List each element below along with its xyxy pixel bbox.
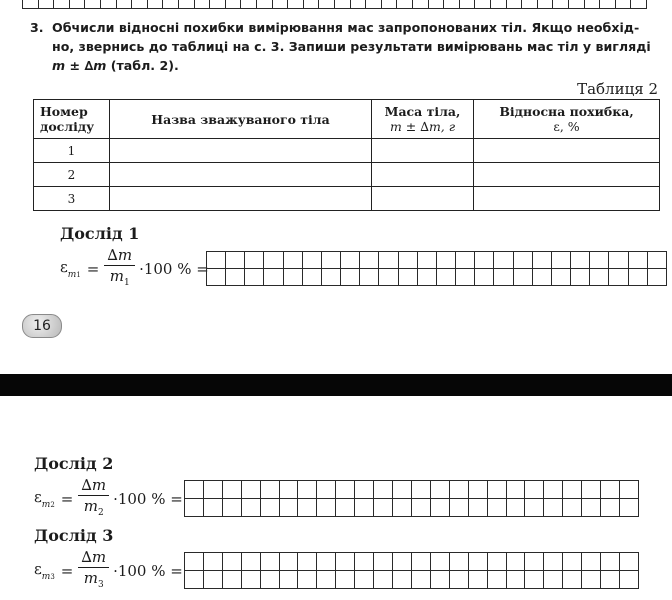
grid-cell: [226, 269, 245, 286]
grid-cell: [148, 0, 164, 9]
page-divider: [0, 374, 672, 396]
grid-cell: [522, 0, 538, 9]
grid-cell: [382, 0, 398, 9]
experiment-1-formula: $\varepsilon_{m1}$ = $\frac{\Delta m}{m_1}$ ·100 % =: [60, 246, 209, 292]
grid-cell: [620, 553, 639, 571]
grid-cell: [600, 0, 616, 9]
cell-mass[interactable]: [372, 139, 474, 163]
grid-cell: [488, 553, 507, 571]
header-name: Назва зважуваного тіла: [110, 100, 372, 139]
grid-cell: [494, 252, 513, 269]
answer-grid-2[interactable]: [184, 480, 639, 517]
grid-cell: [525, 499, 544, 517]
grid-cell: [450, 553, 469, 571]
grid-cell: [488, 571, 507, 589]
row-number: 1: [34, 139, 110, 163]
grid-cell: [469, 571, 488, 589]
grid-cell: [590, 269, 609, 286]
grid-cell: [450, 481, 469, 499]
grid-cell: [418, 269, 437, 286]
cell-mass[interactable]: [372, 187, 474, 211]
grid-cell: [413, 0, 429, 9]
grid-cell: [431, 499, 450, 517]
grid-cell: [418, 252, 437, 269]
epsilon-symbol: $\varepsilon_{m1}$: [60, 258, 81, 280]
table-caption: Таблиця 2: [577, 80, 658, 98]
grid-cell: [355, 481, 374, 499]
grid-cell: [616, 0, 632, 9]
grid-cell: [223, 499, 242, 517]
grid-cell: [204, 553, 223, 571]
grid-cell: [303, 269, 322, 286]
answer-grid-3[interactable]: [184, 552, 639, 589]
grid-cell: [163, 0, 179, 9]
grid-cell: [648, 252, 667, 269]
grid-cell: [601, 481, 620, 499]
grid-cell: [257, 0, 273, 9]
grid-cell: [507, 571, 526, 589]
grid-cell: [54, 0, 70, 9]
grid-cell: [469, 481, 488, 499]
grid-cell: [341, 252, 360, 269]
grid-cell: [261, 571, 280, 589]
fraction: $\frac{\Delta m}{m_1}$: [104, 246, 135, 292]
grid-cell: [431, 481, 450, 499]
grid-cell: [360, 252, 379, 269]
grid-cell: [261, 481, 280, 499]
grid-cell: [379, 269, 398, 286]
cell-mass[interactable]: [372, 163, 474, 187]
grid-cell: [210, 0, 226, 9]
cell-error[interactable]: [474, 139, 660, 163]
task-number: 3.: [30, 20, 44, 35]
grid-cell: [609, 269, 628, 286]
grid-cell: [341, 269, 360, 286]
grid-cell: [507, 499, 526, 517]
grid-cell: [571, 252, 590, 269]
grid-cell: [223, 481, 242, 499]
grid-cell: [298, 499, 317, 517]
grid-cell: [494, 269, 513, 286]
grid-cell: [393, 499, 412, 517]
answer-grid-1[interactable]: [206, 251, 667, 286]
grid-cell: [245, 252, 264, 269]
task-text: [52, 18, 660, 75]
grid-cell: [582, 499, 601, 517]
grid-cell: [514, 252, 533, 269]
grid-cell: [533, 269, 552, 286]
grid-cell: [264, 252, 283, 269]
grid-cell: [412, 481, 431, 499]
grid-cell: [204, 499, 223, 517]
percent-text: ·100 % =: [113, 490, 183, 508]
grid-cell: [280, 499, 299, 517]
grid-cell: [185, 499, 204, 517]
grid-cell: [280, 481, 299, 499]
grid-cell: [223, 553, 242, 571]
grid-cell: [514, 269, 533, 286]
experiment-3-title: Дослід 3: [34, 526, 114, 545]
grid-cell: [412, 553, 431, 571]
results-table: [33, 99, 660, 211]
fraction: $\frac{\Delta m}{m_3}$: [78, 548, 109, 594]
cell-name[interactable]: [110, 187, 372, 211]
task-text-2: (табл. 2).: [106, 58, 179, 73]
grid-cell: [185, 553, 204, 571]
experiment-2-formula: $\varepsilon_{m2}$ = $\frac{\Delta m}{m_2}$ ·100 % =: [34, 476, 183, 522]
grid-cell: [620, 571, 639, 589]
grid-cell: [620, 481, 639, 499]
grid-cell: [431, 553, 450, 571]
grid-cell: [507, 553, 526, 571]
header-error: [474, 100, 660, 139]
grid-cell: [538, 0, 554, 9]
grid-cell: [460, 0, 476, 9]
grid-cell: [563, 553, 582, 571]
grid-cell: [317, 553, 336, 571]
grid-cell: [298, 571, 317, 589]
grid-cell: [207, 252, 226, 269]
grid-cell: [101, 0, 117, 9]
grid-cell: [397, 0, 413, 9]
grid-cell: [544, 499, 563, 517]
grid-cell: [360, 269, 379, 286]
grid-cell: [284, 269, 303, 286]
grid-cell: [450, 571, 469, 589]
grid-cell: [39, 0, 55, 9]
grid-cell: [469, 553, 488, 571]
grid-cell: [648, 269, 667, 286]
grid-cell: [355, 571, 374, 589]
table-row: [34, 187, 660, 211]
grid-cell: [241, 0, 257, 9]
grid-cell: [317, 571, 336, 589]
table-header-row: [34, 100, 660, 139]
epsilon-symbol: $\varepsilon_{m3}$: [34, 560, 55, 582]
page-number-badge: 16: [22, 314, 62, 338]
task-text-1: Обчисли відносні похибки вимірювання мас запропонованих тіл. Якщо необхід-но, звернись до таблиці на с. 3. Запиши результати вимірювань мас тіл у вигляді: [52, 20, 651, 54]
grid-cell: [412, 499, 431, 517]
grid-cell: [429, 0, 445, 9]
task-notation: m ± ∆m: [52, 58, 107, 73]
grid-cell: [544, 553, 563, 571]
grid-cell: [242, 571, 261, 589]
grid-cell: [280, 571, 299, 589]
grid-cell: [304, 0, 320, 9]
epsilon-symbol: $\varepsilon_{m2}$: [34, 488, 55, 510]
grid-cell: [117, 0, 133, 9]
grid-cell: [379, 252, 398, 269]
grid-cell: [374, 571, 393, 589]
grid-cell: [204, 481, 223, 499]
table-row: [34, 139, 660, 163]
grid-cell: [264, 269, 283, 286]
grid-cell: [185, 571, 204, 589]
percent-text: ·100 % =: [113, 562, 183, 580]
grid-cell: [525, 571, 544, 589]
grid-cell: [629, 269, 648, 286]
cell-name[interactable]: [110, 139, 372, 163]
cell-error[interactable]: [474, 163, 660, 187]
percent-text: ·100 % =: [139, 260, 209, 278]
grid-cell: [533, 252, 552, 269]
header-error-title: Відносна похибка,: [499, 104, 634, 119]
grid-cell: [590, 252, 609, 269]
row-number: 3: [34, 187, 110, 211]
grid-cell: [585, 0, 601, 9]
experiment-3-formula: $\varepsilon_{m3}$ = $\frac{\Delta m}{m_3}$ ·100 % =: [34, 548, 183, 594]
grid-cell: [571, 269, 590, 286]
grid-cell: [601, 499, 620, 517]
grid-cell: [525, 553, 544, 571]
grid-cell: [544, 481, 563, 499]
grid-cell: [552, 269, 571, 286]
grid-cell: [273, 0, 289, 9]
grid-cell: [242, 481, 261, 499]
grid-cell: [374, 499, 393, 517]
grid-cell: [399, 252, 418, 269]
grid-cell: [280, 553, 299, 571]
grid-cell: [204, 571, 223, 589]
grid-cell: [288, 0, 304, 9]
grid-cell: [552, 252, 571, 269]
cell-error[interactable]: [474, 187, 660, 211]
header-number: Номер досліду: [34, 100, 110, 139]
grid-cell: [507, 481, 526, 499]
grid-cell: [317, 499, 336, 517]
grid-cell: [393, 571, 412, 589]
grid-cell: [185, 481, 204, 499]
grid-cell: [475, 269, 494, 286]
grid-cell: [601, 553, 620, 571]
grid-cell: [70, 0, 86, 9]
grid-cell: [456, 252, 475, 269]
grid-cell: [563, 571, 582, 589]
header-error-unit: ε, %: [553, 119, 580, 134]
grid-cell: [355, 553, 374, 571]
grid-cell: [245, 269, 264, 286]
grid-cell: [412, 571, 431, 589]
grid-cell: [563, 499, 582, 517]
grid-cell: [303, 252, 322, 269]
grid-cell: [374, 481, 393, 499]
experiment-2-title: Дослід 2: [34, 454, 114, 473]
grid-cell: [488, 499, 507, 517]
grid-cell: [437, 269, 456, 286]
grid-cell: [336, 499, 355, 517]
task-3: [30, 18, 660, 75]
grid-cell: [242, 499, 261, 517]
grid-cell: [284, 252, 303, 269]
header-mass: [372, 100, 474, 139]
grid-cell: [223, 571, 242, 589]
grid-cell: [601, 571, 620, 589]
grid-cell: [226, 252, 245, 269]
grid-cell: [620, 499, 639, 517]
grid-cell: [298, 553, 317, 571]
grid-cell: [207, 269, 226, 286]
grid-cell: [488, 481, 507, 499]
grid-cell: [322, 269, 341, 286]
grid-cell: [544, 571, 563, 589]
grid-cell: [336, 571, 355, 589]
grid-cell: [582, 571, 601, 589]
header-mass-unit: m ± ∆m, г: [389, 119, 456, 134]
grid-cell: [444, 0, 460, 9]
grid-cell: [336, 553, 355, 571]
grid-cell: [456, 269, 475, 286]
grid-cell: [582, 553, 601, 571]
grid-cell: [582, 481, 601, 499]
grid-cell: [450, 499, 469, 517]
row-number: 2: [34, 163, 110, 187]
cell-name[interactable]: [110, 163, 372, 187]
grid-cell: [553, 0, 569, 9]
grid-cell: [374, 553, 393, 571]
grid-cell: [132, 0, 148, 9]
grid-cell: [437, 252, 456, 269]
grid-cell: [569, 0, 585, 9]
grid-cell: [609, 252, 628, 269]
grid-cell: [629, 252, 648, 269]
header-mass-title: Маса тіла,: [384, 104, 461, 119]
grid-cell: [261, 553, 280, 571]
grid-cell: [507, 0, 523, 9]
grid-cell: [393, 553, 412, 571]
grid-cell: [322, 252, 341, 269]
grid-cell: [195, 0, 211, 9]
top-answer-grid: [22, 0, 647, 9]
grid-cell: [351, 0, 367, 9]
grid-cell: [226, 0, 242, 9]
grid-cell: [393, 481, 412, 499]
grid-cell: [298, 481, 317, 499]
grid-cell: [23, 0, 39, 9]
grid-cell: [563, 481, 582, 499]
grid-cell: [491, 0, 507, 9]
grid-cell: [475, 252, 494, 269]
grid-cell: [399, 269, 418, 286]
grid-cell: [631, 0, 647, 9]
grid-cell: [317, 481, 336, 499]
grid-cell: [355, 499, 374, 517]
grid-cell: [335, 0, 351, 9]
fraction: $\frac{\Delta m}{m_2}$: [78, 476, 109, 522]
grid-cell: [431, 571, 450, 589]
grid-cell: [336, 481, 355, 499]
table-row: [34, 163, 660, 187]
grid-cell: [366, 0, 382, 9]
grid-cell: [179, 0, 195, 9]
grid-cell: [469, 499, 488, 517]
grid-cell: [85, 0, 101, 9]
grid-cell: [261, 499, 280, 517]
grid-cell: [242, 553, 261, 571]
experiment-1-title: Дослід 1: [60, 224, 140, 243]
grid-cell: [319, 0, 335, 9]
grid-cell: [525, 481, 544, 499]
grid-cell: [475, 0, 491, 9]
